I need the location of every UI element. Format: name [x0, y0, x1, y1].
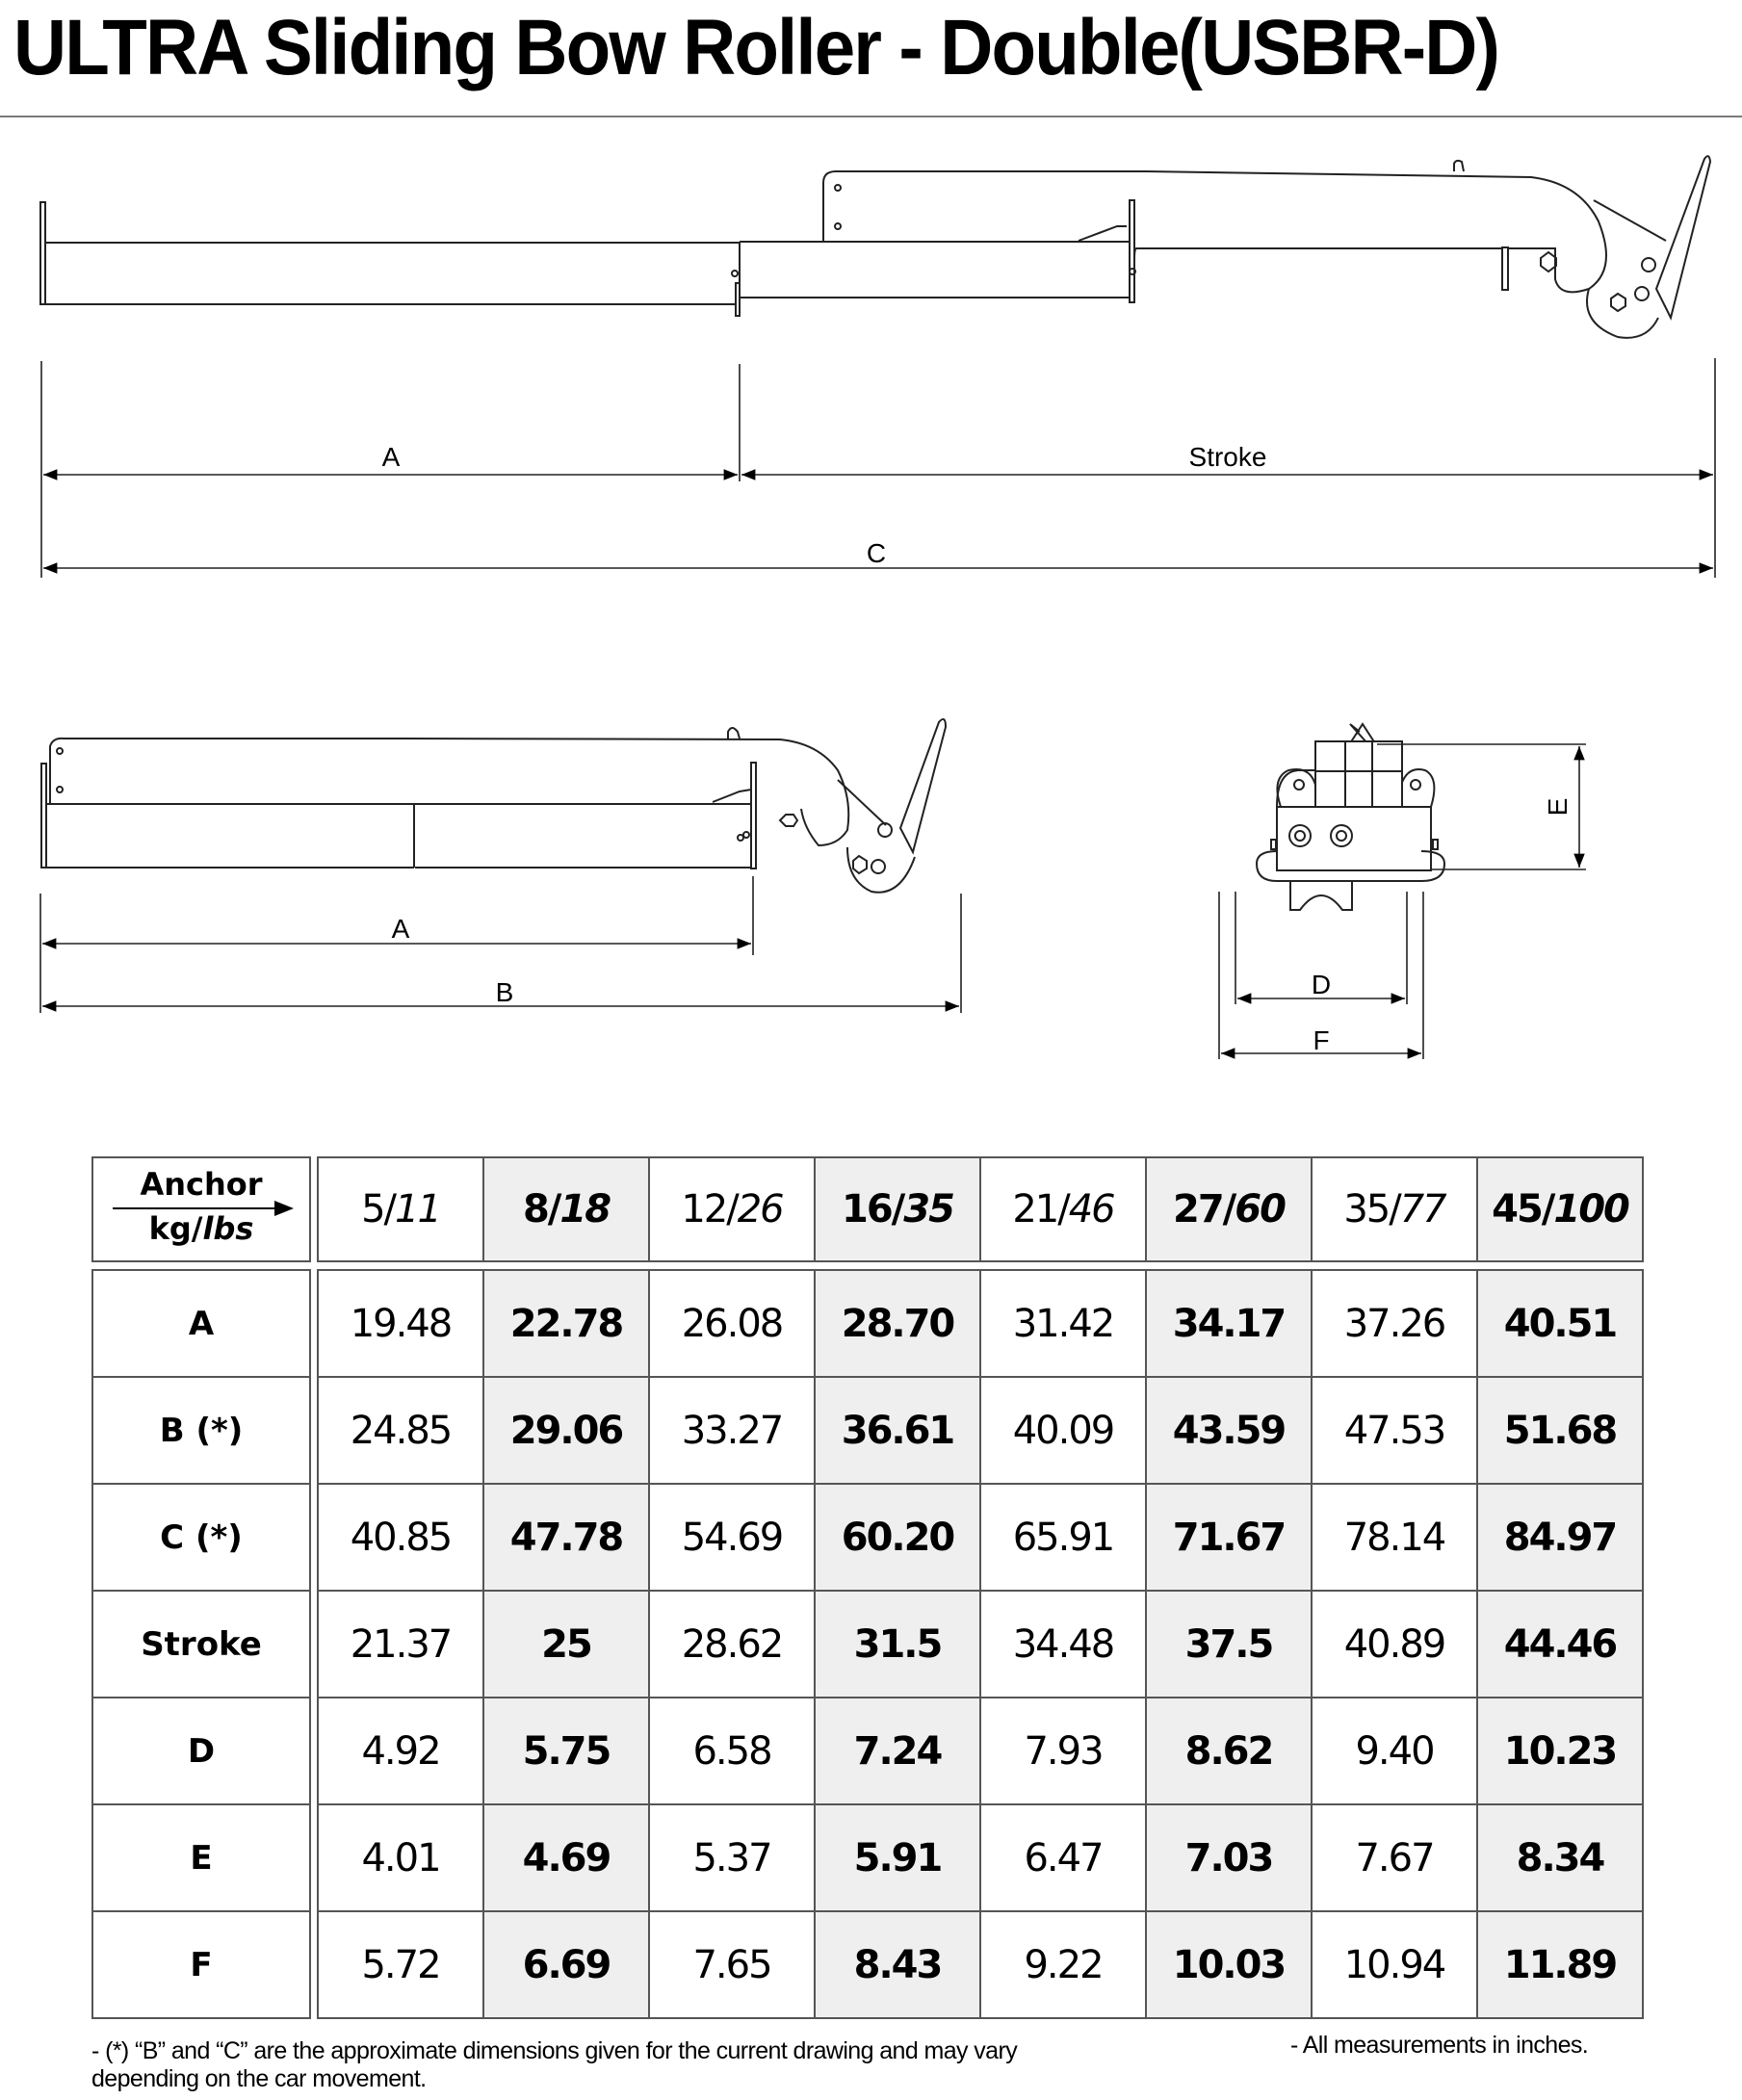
table-cell: 43.59: [1146, 1377, 1312, 1484]
col-header: 35/77: [1312, 1157, 1477, 1261]
table-cell: 78.14: [1312, 1484, 1477, 1591]
table-cell: 9.40: [1312, 1698, 1477, 1804]
table-cell: 29.06: [483, 1377, 649, 1484]
table-cell: 28.62: [649, 1591, 815, 1698]
anchor-label: Anchor: [140, 1166, 263, 1203]
table-cell: 65.91: [980, 1484, 1146, 1591]
table-cell: 7.65: [649, 1911, 815, 2018]
column-gap: [310, 1377, 318, 1484]
front-view: [1257, 724, 1444, 910]
table-cell: 10.23: [1477, 1698, 1643, 1804]
table-cell: 6.47: [980, 1804, 1146, 1911]
column-gap: [310, 1804, 318, 1911]
table-cell: 51.68: [1477, 1377, 1643, 1484]
table-row: [92, 1377, 1643, 1484]
table-cell: 84.97: [1477, 1484, 1643, 1591]
table-cell: 8.43: [815, 1911, 980, 2018]
table-cell: 4.92: [318, 1698, 483, 1804]
header-row: [92, 1157, 1643, 1261]
col-header: 21/46: [980, 1157, 1146, 1261]
col-header: 12/26: [649, 1157, 815, 1261]
table-cell: 40.89: [1312, 1591, 1477, 1698]
table-cell: 54.69: [649, 1484, 815, 1591]
table-row: [92, 1911, 1643, 2018]
table-cell: 40.09: [980, 1377, 1146, 1484]
table-cell: 9.22: [980, 1911, 1146, 2018]
col-header: 27/60: [1146, 1157, 1312, 1261]
dim-label-e: E: [1543, 797, 1573, 817]
dim-label-stroke: Stroke: [1188, 442, 1267, 472]
table-cell: 4.01: [318, 1804, 483, 1911]
table-cell: 8.62: [1146, 1698, 1312, 1804]
table-cell: 11.89: [1477, 1911, 1643, 2018]
table-cell: 5.72: [318, 1911, 483, 2018]
dim-label-b: B: [495, 977, 514, 1007]
corner-cell: [92, 1157, 310, 1261]
table-cell: 47.78: [483, 1484, 649, 1591]
anchor-size-header: [91, 1156, 1644, 1262]
table-cell: 7.67: [1312, 1804, 1477, 1911]
column-gap: [310, 1911, 318, 2018]
table-cell: 7.24: [815, 1698, 980, 1804]
table-cell: 4.69: [483, 1804, 649, 1911]
column-gap: [310, 1270, 318, 1377]
table-cell: 19.48: [318, 1270, 483, 1377]
row-label: D: [92, 1698, 310, 1804]
row-label: C (*): [92, 1484, 310, 1591]
extended-side-view: [40, 156, 1710, 338]
table-cell: 10.03: [1146, 1911, 1312, 2018]
table-cell: 40.51: [1477, 1270, 1643, 1377]
table-cell: 31.42: [980, 1270, 1146, 1377]
row-label: F: [92, 1911, 310, 2018]
col-header: 8/18: [483, 1157, 649, 1261]
table-row: [92, 1591, 1643, 1698]
table-cell: 5.91: [815, 1804, 980, 1911]
column-gap: [310, 1698, 318, 1804]
table-cell: 21.37: [318, 1591, 483, 1698]
table-cell: 40.85: [318, 1484, 483, 1591]
dim-label-d: D: [1311, 970, 1332, 999]
table-cell: 47.53: [1312, 1377, 1477, 1484]
page-title: ULTRA Sliding Bow Roller - Double(USBR-D): [13, 4, 1498, 91]
col-header: 5/11: [318, 1157, 483, 1261]
unit-label: kg/lbs: [148, 1210, 254, 1247]
table-cell: 33.27: [649, 1377, 815, 1484]
table-cell: 5.75: [483, 1698, 649, 1804]
row-label: A: [92, 1270, 310, 1377]
table-row: [92, 1270, 1643, 1377]
table-cell: 26.08: [649, 1270, 815, 1377]
table-cell: 6.69: [483, 1911, 649, 2018]
table-cell: 22.78: [483, 1270, 649, 1377]
table-cell: 10.94: [1312, 1911, 1477, 2018]
table-cell: 44.46: [1477, 1591, 1643, 1698]
row-label: E: [92, 1804, 310, 1911]
table-row: [92, 1698, 1643, 1804]
col-header: 45/100: [1477, 1157, 1643, 1261]
dim-label-f: F: [1313, 1025, 1330, 1055]
dim-label-c: C: [866, 538, 887, 568]
column-gap: [310, 1591, 318, 1698]
table-cell: 6.58: [649, 1698, 815, 1804]
table-cell: 34.17: [1146, 1270, 1312, 1377]
retracted-side-view: [41, 719, 946, 893]
table-cell: 37.5: [1146, 1591, 1312, 1698]
table-cell: 5.37: [649, 1804, 815, 1911]
table-cell: 24.85: [318, 1377, 483, 1484]
table-cell: 36.61: [815, 1377, 980, 1484]
row-label: B (*): [92, 1377, 310, 1484]
table-cell: 8.34: [1477, 1804, 1643, 1911]
dim-label-a-side: A: [391, 914, 410, 944]
dim-label-a-top: A: [381, 442, 401, 472]
col-header: 16/35: [815, 1157, 980, 1261]
table-cell: 7.03: [1146, 1804, 1312, 1911]
table-cell: 71.67: [1146, 1484, 1312, 1591]
table-cell: 25: [483, 1591, 649, 1698]
table-cell: 60.20: [815, 1484, 980, 1591]
table-cell: 37.26: [1312, 1270, 1477, 1377]
arrow-right-icon: [113, 1207, 276, 1209]
table-cell: 7.93: [980, 1698, 1146, 1804]
table-cell: 31.5: [815, 1591, 980, 1698]
footnote-approximate: - (*) “B” and “C” are the approximate dimensions given for the current drawing and may vary depending on the car movement.: [91, 2037, 1018, 2092]
column-gap: [310, 1484, 318, 1591]
table-cell: 28.70: [815, 1270, 980, 1377]
row-label: Stroke: [92, 1591, 310, 1698]
table-row: [92, 1804, 1643, 1911]
dimensions-table: [91, 1269, 1644, 2019]
footnote-units: - All measurements in inches.: [1290, 2032, 1589, 2059]
table-row: [92, 1484, 1643, 1591]
column-gap: [310, 1157, 318, 1261]
table-cell: 34.48: [980, 1591, 1146, 1698]
